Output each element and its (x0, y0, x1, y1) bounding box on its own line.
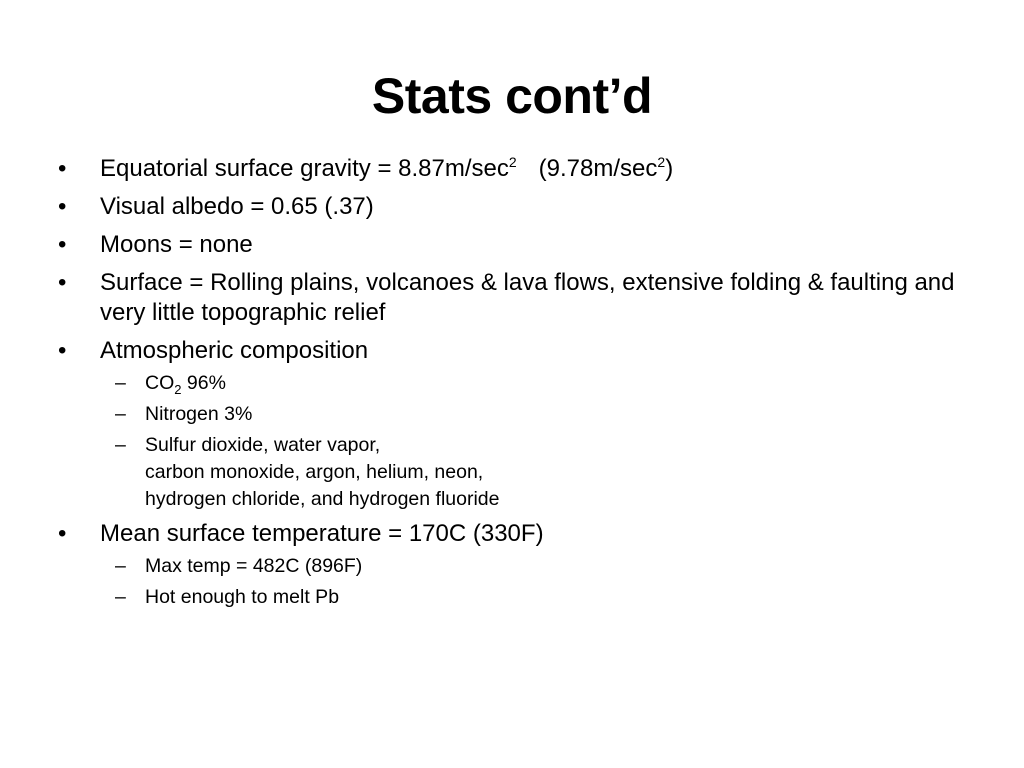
melt-text: Hot enough to melt Pb (145, 586, 340, 608)
trace-gases-line-1: Sulfur dioxide, water vapor, (145, 434, 381, 456)
earth-gravity-close: ) (665, 155, 674, 182)
gravity-superscript: 2 (508, 154, 517, 170)
nitrogen-text: Nitrogen 3% (145, 403, 253, 425)
surface-text: Surface = Rolling plains, volcanoes & lava flows, extensive folding & faulting and very little topographic relief (100, 269, 955, 326)
bullet-marker: • (58, 155, 67, 182)
bullet-atmosphere (58, 336, 968, 366)
bullet-temperature (58, 519, 968, 549)
subbullet-melt (58, 584, 968, 611)
temperature-label: Mean surface temperature = 170C (330F) (100, 520, 544, 547)
slide-title: Stats cont’d (371, 68, 653, 124)
max-temp-text: Max temp = 482C (896F) (145, 555, 363, 577)
atmosphere-label: Atmospheric composition (100, 337, 369, 364)
moons-text: Moons = none (100, 231, 253, 258)
bullet-marker: • (58, 193, 67, 220)
co2-subscript: 2 (174, 382, 182, 397)
slide-content (58, 154, 968, 615)
bullet-marker: • (58, 520, 67, 547)
earth-gravity-superscript: 2 (657, 154, 666, 170)
albedo-text: Visual albedo = 0.65 (.37) (100, 193, 374, 220)
dash-marker: – (115, 403, 126, 425)
dash-marker: – (115, 434, 126, 456)
subbullet-max-temp (58, 553, 968, 580)
bullet-marker: • (58, 337, 67, 364)
bullet-surface (58, 268, 968, 328)
bullet-marker: • (58, 231, 67, 258)
gravity-text: Equatorial surface gravity = 8.87m/sec (100, 155, 509, 182)
dash-marker: – (115, 555, 126, 577)
bullet-marker: • (58, 269, 67, 296)
subbullet-trace-gases (58, 432, 968, 513)
trace-gases-line-2: carbon monoxide, argon, helium, neon, (145, 461, 484, 483)
subbullet-co2 (58, 370, 968, 397)
subbullet-nitrogen (58, 401, 968, 428)
earth-gravity-text: (9.78m/sec (538, 155, 658, 182)
bullet-albedo (58, 192, 968, 222)
bullet-moons (58, 230, 968, 260)
bullet-gravity (58, 154, 968, 184)
dash-marker: – (115, 372, 126, 394)
trace-gases-line-3: hydrogen chloride, and hydrogen fluoride (145, 488, 500, 510)
co2-text: CO (145, 372, 175, 394)
dash-marker: – (115, 586, 126, 608)
co2-percent: 96% (181, 372, 226, 394)
